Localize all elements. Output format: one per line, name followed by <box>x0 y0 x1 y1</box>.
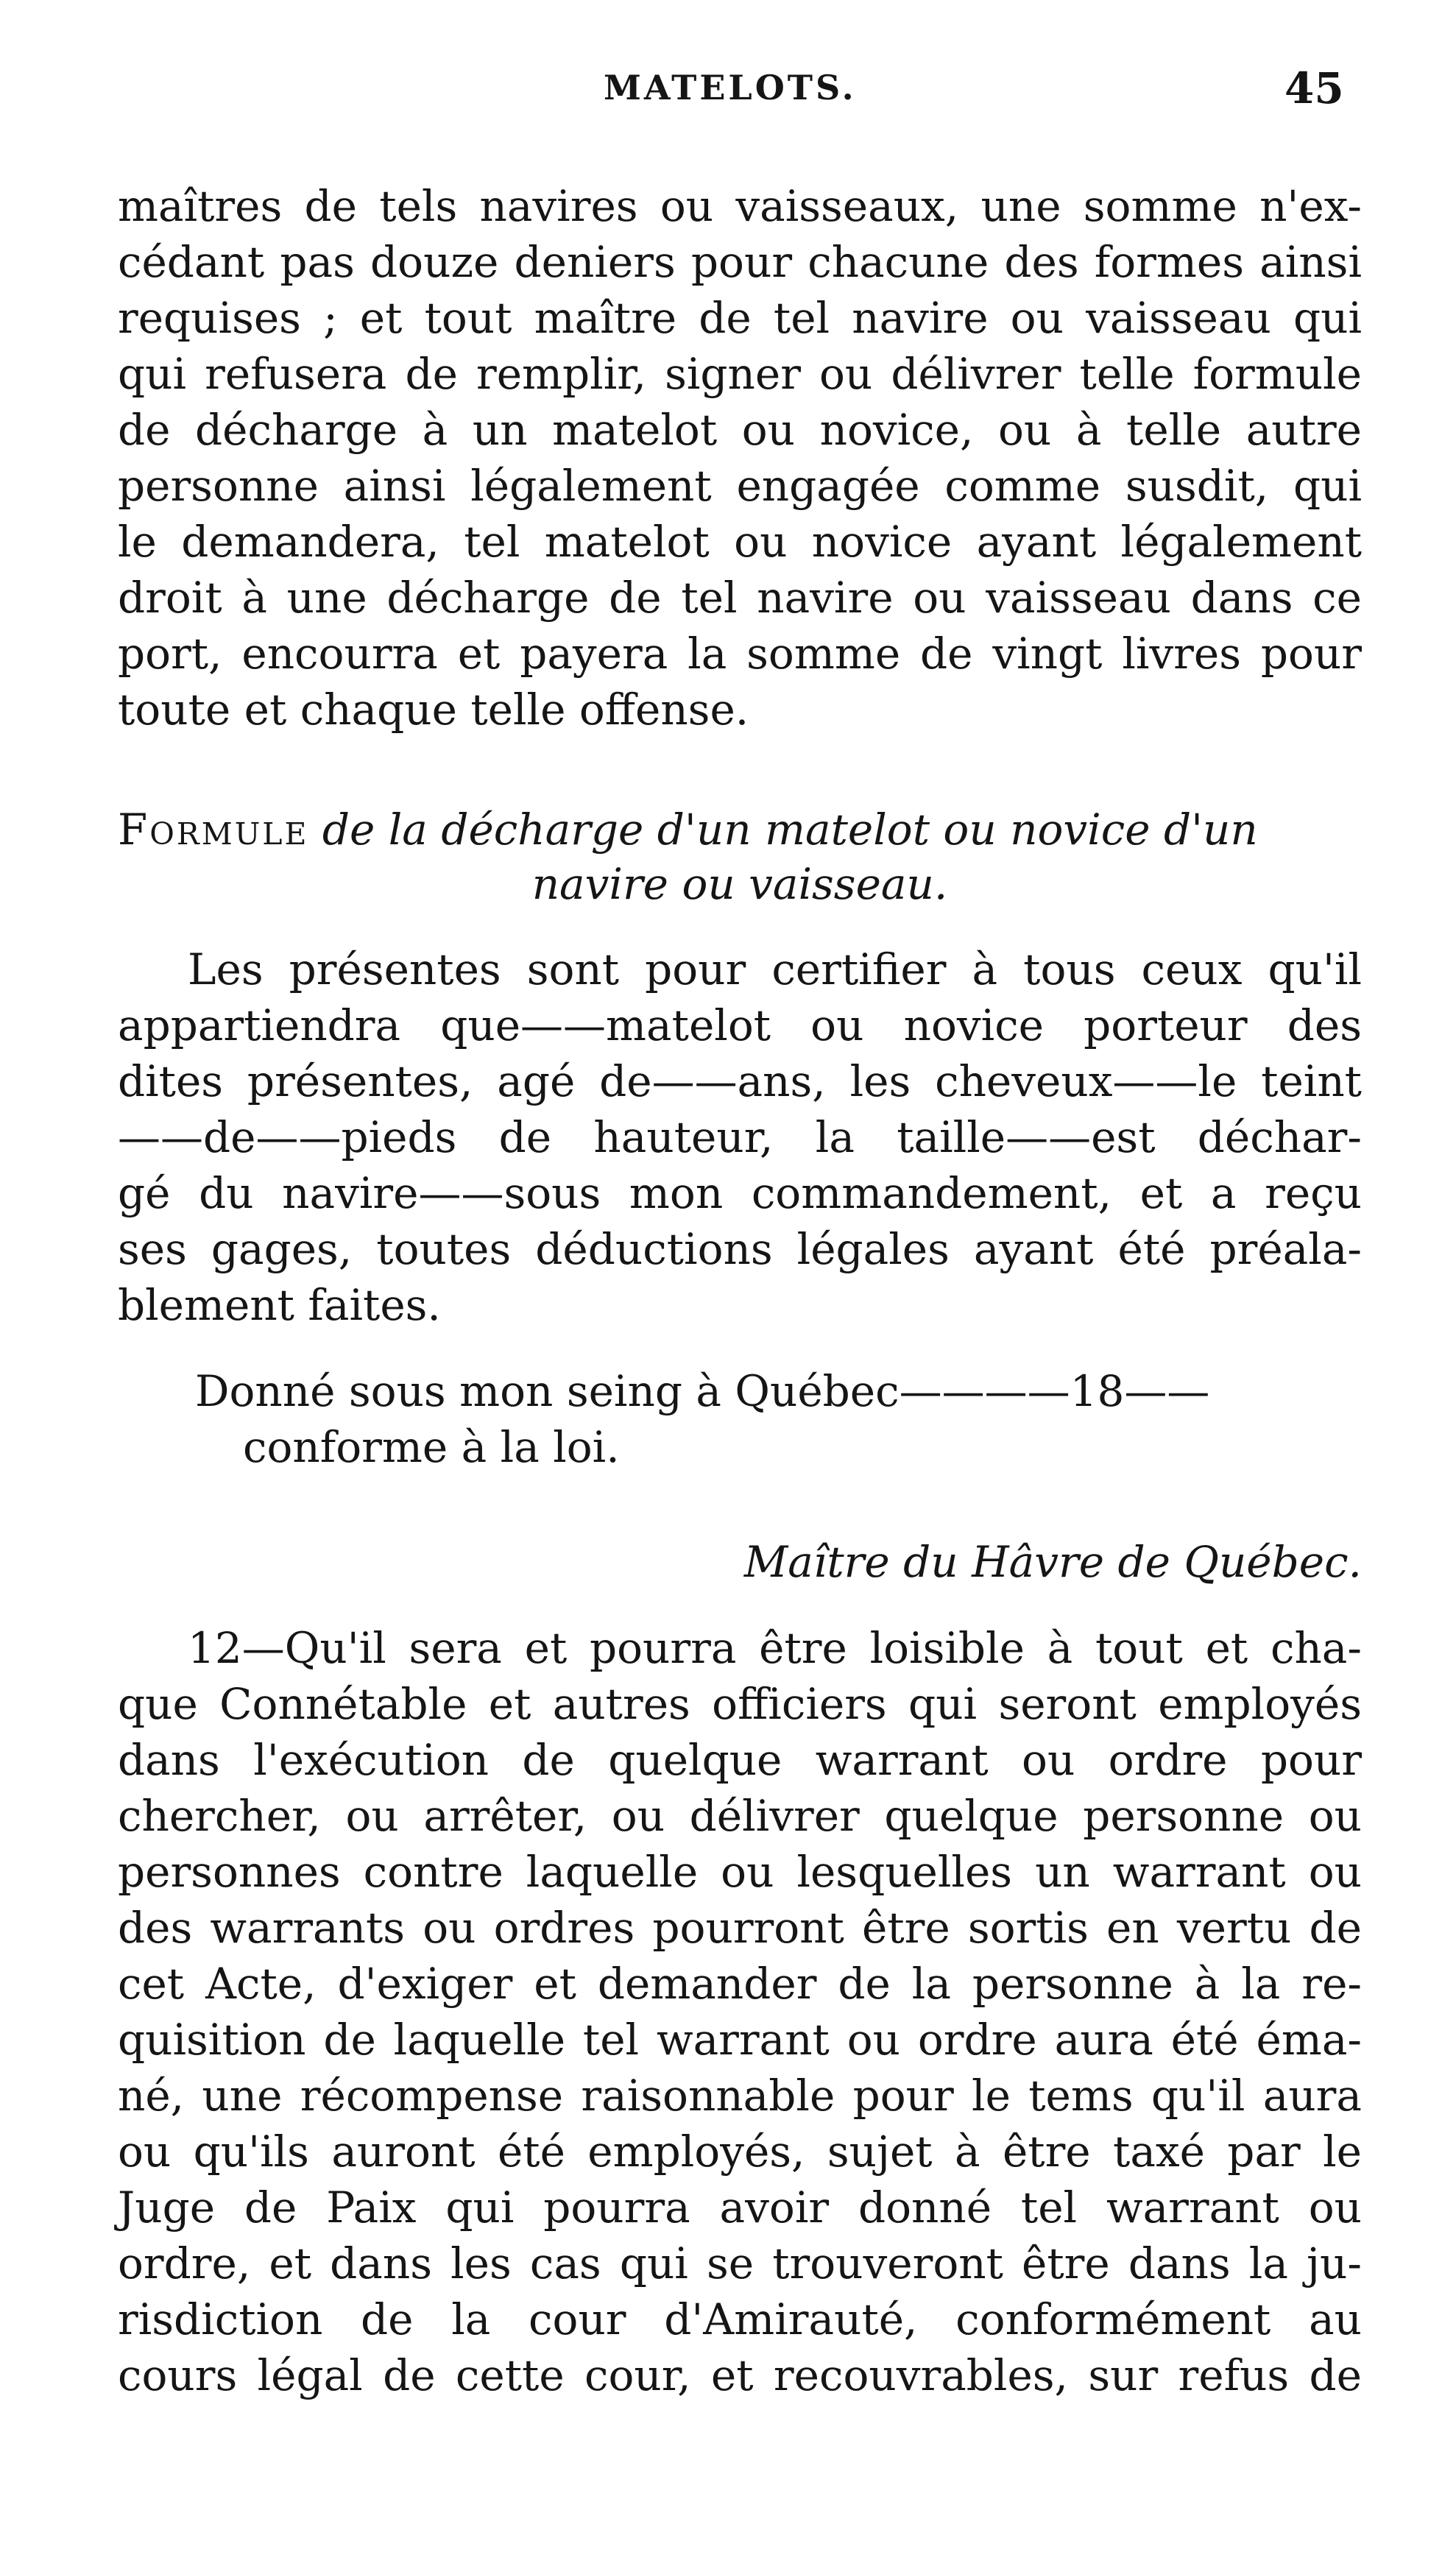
paragraph-line: Juge de Paix qui pourra avoir donné tel warrant ou <box>118 2182 1362 2233</box>
paragraph-line: droit à une décharge de tel navire ou vaisseau dans ce <box>118 573 1362 623</box>
paragraph-line: personne ainsi légalement engagée comme susdit, qui <box>118 461 1362 511</box>
form-heading-line-1 <box>118 804 1362 855</box>
paragraph-line: qui refusera de remplir, signer ou délivrer telle formule <box>118 349 1362 399</box>
paragraph-line: de décharge à un matelot ou novice, ou à telle autre <box>118 405 1362 455</box>
paragraph-line: cours légal de cette cour, et recouvrables, sur refus de <box>118 2350 1362 2400</box>
form-line: Les présentes sont pour certifier à tous ceux qu'il <box>188 944 1362 994</box>
paragraph-line: que Connétable et autres officiers qui seront employés <box>118 1679 1362 1729</box>
paragraph-line: dans l'exécution de quelque warrant ou ordre pour <box>118 1735 1362 1785</box>
paragraph-line: port, encourra et payera la somme de vingt livres pour <box>118 629 1362 679</box>
signature-line-1: Donné sous mon seing à Québec————18—— <box>195 1366 1210 1416</box>
paragraph-1 <box>118 180 1362 740</box>
paragraph-line: quisition de laquelle tel warrant ou ordre aura été éma- <box>118 2015 1362 2065</box>
paragraph-line: chercher, ou arrêter, ou délivrer quelque personne ou <box>118 1791 1362 1841</box>
paragraph-12 <box>118 1622 1362 2410</box>
paragraph-line: 12—Qu'il sera et pourra être loisible à tout et cha- <box>188 1623 1362 1673</box>
paragraph-line: le demandera, tel matelot ou novice ayant légalement <box>118 517 1362 567</box>
form-line: ses gages, toutes déductions légales ayant été préala- <box>118 1224 1362 1274</box>
signer-title: Maître du Hâvre de Québec. <box>743 1537 1362 1587</box>
paragraph-line: maîtres de tels navires ou vaisseaux, une somme n'ex- <box>118 181 1362 231</box>
paragraph-line: risdiction de la cour d'Amirauté, conformément au <box>118 2294 1362 2344</box>
form-heading-line-2: navire ou vaisseau. <box>531 859 948 909</box>
form-line: ——de——pieds de hauteur, la taille——est déchar- <box>118 1112 1362 1162</box>
signature-line-2: conforme à la loi. <box>243 1422 620 1472</box>
form-heading-label: Formule <box>118 805 309 855</box>
form-signature <box>118 1365 1362 1608</box>
form-line: dites présentes, agé de——ans, les cheveux——le teint <box>118 1056 1362 1106</box>
form-line: blement faites. <box>118 1280 441 1330</box>
running-head: MATELOTS. <box>604 68 857 107</box>
paragraph-line: toute et chaque telle offense. <box>118 685 749 735</box>
page-number: 45 <box>1284 63 1344 113</box>
paragraph-line: ou qu'ils auront été employés, sujet à être taxé par le <box>118 2127 1362 2177</box>
form-line: appartiendra que——matelot ou novice porteur des <box>118 1000 1362 1050</box>
paragraph-line: personnes contre laquelle ou lesquelles un warrant ou <box>118 1847 1362 1897</box>
paragraph-line: requises ; et tout maître de tel navire ou vaisseau qui <box>118 293 1362 343</box>
paragraph-line: ordre, et dans les cas qui se trouveront être dans la ju- <box>118 2238 1362 2288</box>
form-body <box>118 944 1362 1356</box>
form-heading <box>118 804 1362 922</box>
paragraph-line: cédant pas douze deniers pour chacune des formes ainsi <box>118 237 1362 287</box>
form-line: gé du navire——sous mon commandement, et a reçu <box>118 1168 1362 1218</box>
paragraph-line: cet Acte, d'exiger et demander de la personne à la re- <box>118 1959 1362 2009</box>
paragraph-line: né, une récompense raisonnable pour le tems qu'il aura <box>118 2071 1362 2121</box>
paragraph-line: des warrants ou ordres pourront être sortis en vertu de <box>118 1903 1362 1953</box>
form-heading-title: de la décharge d'un matelot ou novice d'un <box>322 805 1258 855</box>
